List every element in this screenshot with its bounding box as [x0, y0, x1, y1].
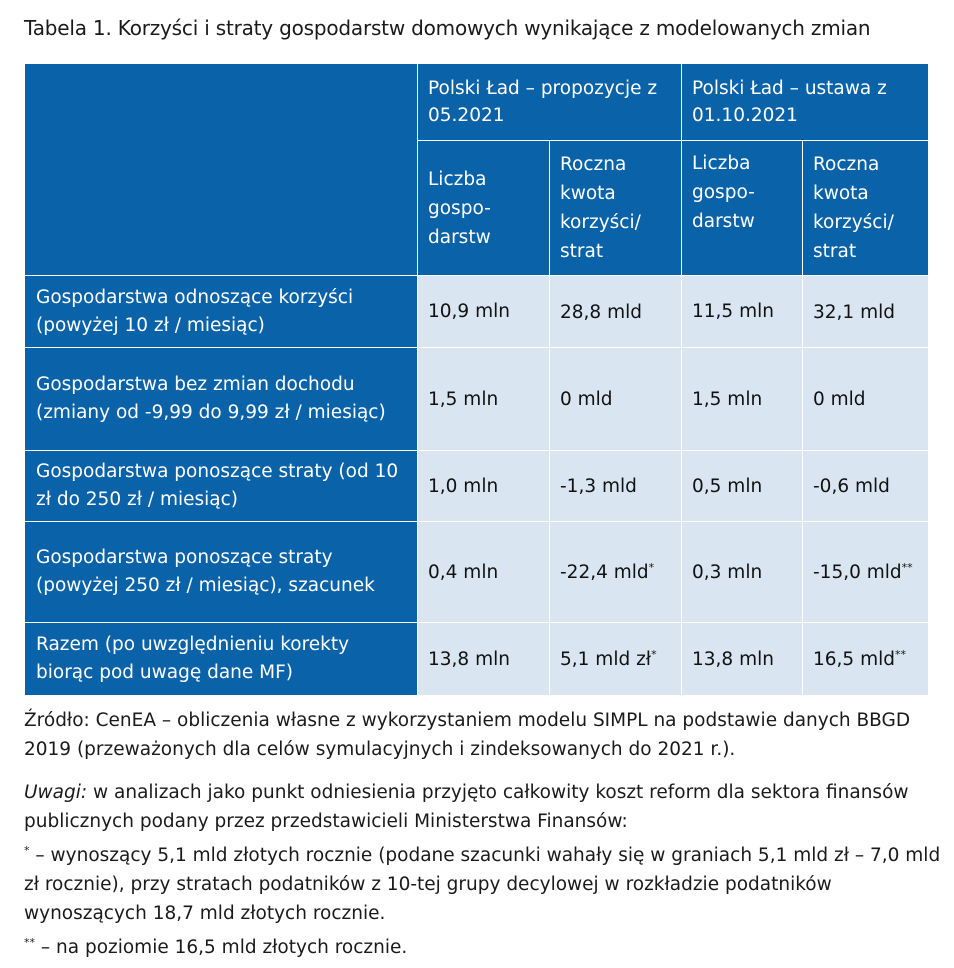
- results-table: [24, 63, 929, 696]
- row-label: Gospodarstwa ponoszące straty (od 10 zł do 250 zł / miesiąc): [25, 451, 418, 522]
- cell-count-proposal: 10,9 mln: [418, 276, 550, 348]
- cell-count-proposal: 0,4 mln: [418, 522, 550, 623]
- header-row-groups: [25, 64, 929, 141]
- cell-amount-proposal: 28,8 mld: [550, 276, 682, 348]
- cell-count-proposal: 1,0 mln: [418, 451, 550, 522]
- cell-amount-proposal: -1,3 mld: [550, 451, 682, 522]
- cell-amount-proposal: 5,1 mld zł*: [550, 623, 682, 696]
- header-amount-2: Roczna kwota korzyści/ strat: [803, 141, 929, 276]
- header-group-act: Polski Ład – ustawa z 01.10.2021: [682, 64, 929, 141]
- remarks-note: Uwagi: w analizach jako punkt odniesienia przyjęto całkowity koszt reform dla sektora finansów publicznych podany przez przedstawicieli Ministerstwa Finansów:: [24, 782, 909, 832]
- cell-count-act: 13,8 mln: [682, 623, 803, 696]
- row-label: Gospodarstwa odnoszące korzyści (powyżej 10 zł / miesiąc): [25, 276, 418, 348]
- footnote-double-star: ** – na poziomie 16,5 mld złotych rocznie.: [24, 936, 408, 958]
- cell-count-act: 0,3 mln: [682, 522, 803, 623]
- table-row-total: [25, 623, 929, 696]
- header-corner-cell: [25, 64, 418, 276]
- source-note: Źródło: CenEA – obliczenia własne z wykorzystaniem modelu SIMPL na podstawie danych BBGD 2019 (przeważonych dla celów symulacyjnych i zindeksowanych do 2021 r.).: [24, 710, 911, 760]
- table-row: [25, 276, 929, 348]
- cell-amount-act: 16,5 mld**: [803, 623, 929, 696]
- table-caption: Tabela 1. Korzyści i straty gospodarstw domowych wynikające z modelowanych zmian: [24, 16, 871, 40]
- footnote-single-star: * – wynoszący 5,1 mld złotych rocznie (podane szacunki wahały się w graniach 5,1 mld zł – 7,0 mld zł rocznie), przy stratach podatników z 10-tej grupy decylowej w rozkładzie podatników wynoszących 18,7 mld złotych rocznie.: [24, 844, 941, 924]
- cell-count-act: 11,5 mln: [682, 276, 803, 348]
- row-label: Razem (po uwzględnieniu korekty biorąc pod uwagę dane MF): [25, 623, 418, 696]
- cell-amount-act: -0,6 mld: [803, 451, 929, 522]
- cell-count-act: 0,5 mln: [682, 451, 803, 522]
- cell-amount-proposal: -22,4 mld*: [550, 522, 682, 623]
- cell-amount-proposal: 0 mld: [550, 348, 682, 451]
- table-row: [25, 348, 929, 451]
- cell-amount-act: 32,1 mld: [803, 276, 929, 348]
- header-amount-1: Roczna kwota korzyści/ strat: [550, 141, 682, 276]
- cell-count-act: 1,5 mln: [682, 348, 803, 451]
- row-label: Gospodarstwa ponoszące straty (powyżej 250 zł / miesiąc), szacunek: [25, 522, 418, 623]
- row-label: Gospodarstwa bez zmian dochodu (zmiany od -9,99 do 9,99 zł / miesiąc): [25, 348, 418, 451]
- header-count-1: Liczba gospo- darstw: [418, 141, 550, 276]
- cell-count-proposal: 1,5 mln: [418, 348, 550, 451]
- table-row: [25, 451, 929, 522]
- table-notes: [24, 706, 944, 962]
- cell-count-proposal: 13,8 mln: [418, 623, 550, 696]
- header-count-2: Liczba gospo- darstw: [682, 141, 803, 276]
- table-row: [25, 522, 929, 623]
- cell-amount-act: 0 mld: [803, 348, 929, 451]
- cell-amount-act: -15,0 mld**: [803, 522, 929, 623]
- header-group-proposal: Polski Ład – propozycje z 05.2021: [418, 64, 682, 141]
